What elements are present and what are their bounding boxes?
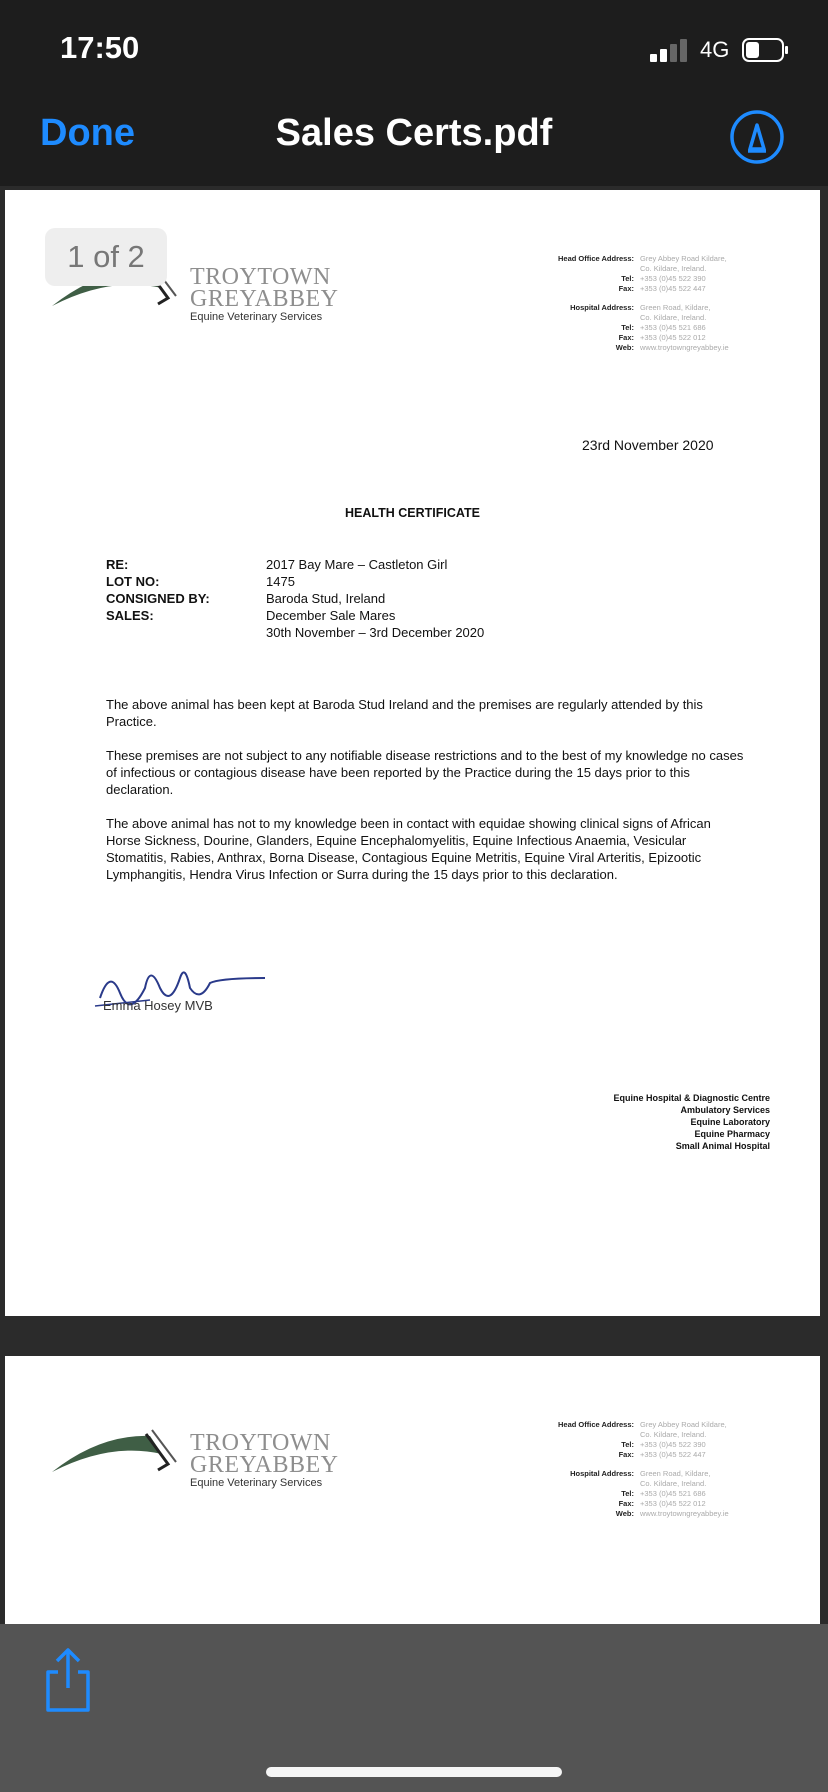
done-button[interactable]: Done (40, 112, 135, 154)
pdf-viewer[interactable] (0, 186, 828, 1624)
hosp-tel-value: +353 (0)45 521 686 (640, 1489, 706, 1498)
hospital-line1: Green Road, Kildare, (640, 303, 711, 312)
signatory-name: Emma Hosey MVB (103, 998, 213, 1013)
logo-subtitle: Equine Veterinary Services (190, 311, 323, 323)
fax-value: +353 (0)45 522 447 (640, 284, 706, 293)
hosp-fax-label: Fax: (618, 333, 634, 342)
lot-value: 1475 (266, 574, 295, 589)
bottom-toolbar (0, 1624, 828, 1792)
head-office-line2: Co. Kildare, Ireland. (640, 264, 707, 273)
hospital-label: Hospital Address: (570, 303, 634, 312)
web-label: Web: (615, 343, 634, 352)
fax-value: +353 (0)45 522 447 (640, 1450, 706, 1459)
re-label: RE: (106, 557, 129, 572)
certificate-fields (106, 556, 484, 641)
logo-mark-icon (50, 1424, 180, 1484)
share-icon (40, 1644, 96, 1716)
tel-label: Tel: (621, 274, 634, 283)
hosp-fax-label: Fax: (618, 1499, 634, 1508)
service-item: Small Animal Hospital (675, 1141, 770, 1151)
head-office-line2: Co. Kildare, Ireland. (640, 1430, 707, 1439)
certificate-body (106, 696, 746, 900)
logo-subtitle: Equine Veterinary Services (190, 1477, 323, 1489)
markup-pen-icon (729, 109, 785, 165)
document-title: Sales Certs.pdf (275, 112, 553, 154)
markup-button[interactable] (729, 109, 785, 165)
fax-label: Fax: (618, 284, 634, 293)
fax-label: Fax: (618, 1450, 634, 1459)
consigned-label: CONSIGNED BY: (106, 591, 210, 606)
service-item: Equine Laboratory (690, 1117, 770, 1127)
network-type: 4G (700, 37, 730, 62)
web-value: www.troytowngreyabbey.ie (640, 1509, 729, 1518)
address-block-page2 (550, 1420, 770, 1519)
logo-line2: GREYABBEY (190, 286, 339, 312)
hospital-label: Hospital Address: (570, 1469, 634, 1478)
hospital-line2: Co. Kildare, Ireland. (640, 313, 707, 322)
logo-line1: TROYTOWN (190, 1430, 331, 1456)
hosp-fax-value: +353 (0)45 522 012 (640, 1499, 706, 1508)
hospital-line1: Green Road, Kildare, (640, 1469, 711, 1478)
navigation-bar (0, 90, 828, 186)
hosp-tel-label: Tel: (621, 1489, 634, 1498)
hosp-tel-label: Tel: (621, 323, 634, 332)
hospital-line2: Co. Kildare, Ireland. (640, 1479, 707, 1488)
battery-icon (742, 38, 790, 62)
paragraph-2: These premises are not subject to any notifiable disease restrictions and to the best of my knowledge no cases of infectious or contagious disease have been reported by the Practice during the 15 days prior to this declaration. (106, 748, 744, 797)
home-indicator[interactable] (266, 1767, 562, 1777)
web-label: Web: (615, 1509, 634, 1518)
sales-dates: 30th November – 3rd December 2020 (266, 625, 485, 640)
address-block (550, 254, 770, 353)
lot-label: LOT NO: (106, 574, 160, 589)
pdf-page-1 (5, 190, 820, 1316)
certificate-title: HEALTH CERTIFICATE (345, 506, 480, 520)
pdf-page-2 (5, 1356, 820, 1624)
head-office-label: Head Office Address: (558, 1420, 634, 1429)
head-office-line1: Grey Abbey Road Kildare, (640, 1420, 727, 1429)
service-item: Equine Pharmacy (694, 1129, 770, 1139)
sales-value: December Sale Mares (266, 608, 396, 623)
share-button[interactable] (40, 1644, 96, 1716)
re-value: 2017 Bay Mare – Castleton Girl (266, 557, 448, 572)
head-office-label: Head Office Address: (558, 254, 634, 263)
tel-label: Tel: (621, 1440, 634, 1449)
cellular-signal-icon (650, 38, 694, 62)
page-indicator: 1 of 2 (45, 228, 167, 286)
status-bar (0, 0, 828, 90)
hosp-fax-value: +353 (0)45 522 012 (640, 333, 706, 342)
document-date: 23rd November 2020 (582, 437, 714, 453)
tel-value: +353 (0)45 522 390 (640, 274, 706, 283)
tel-value: +353 (0)45 522 390 (640, 1440, 706, 1449)
service-item: Equine Hospital & Diagnostic Centre (613, 1093, 770, 1103)
head-office-line1: Grey Abbey Road Kildare, (640, 254, 727, 263)
paragraph-3: The above animal has not to my knowledge been in contact with equidae showing clinical signs of African Horse Sickness, Dourine, Glanders, Equine Encephalomyelitis, Equine Infectious Anaemia, Vesicular Stomatitis, Rabies, Anthrax, Borna Disease, Contagious Equine Metritis, Equine Viral Arteritis, Epizootic Lymphangitis, Hendra Virus Infection or Surra during the 15 days prior to this declaration. (106, 816, 711, 882)
service-item: Ambulatory Services (680, 1105, 770, 1115)
sales-label: SALES: (106, 608, 154, 623)
company-logo-page2 (50, 1424, 350, 1494)
status-time: 17:50 (60, 30, 140, 65)
paragraph-1: The above animal has been kept at Baroda Stud Ireland and the premises are regularly attended by this Practice. (106, 697, 703, 729)
logo-line1: TROYTOWN (190, 264, 331, 290)
consigned-value: Baroda Stud, Ireland (266, 591, 386, 606)
logo-line2: GREYABBEY (190, 1452, 339, 1478)
web-value: www.troytowngreyabbey.ie (640, 343, 729, 352)
hosp-tel-value: +353 (0)45 521 686 (640, 323, 706, 332)
services-list (613, 1092, 770, 1152)
